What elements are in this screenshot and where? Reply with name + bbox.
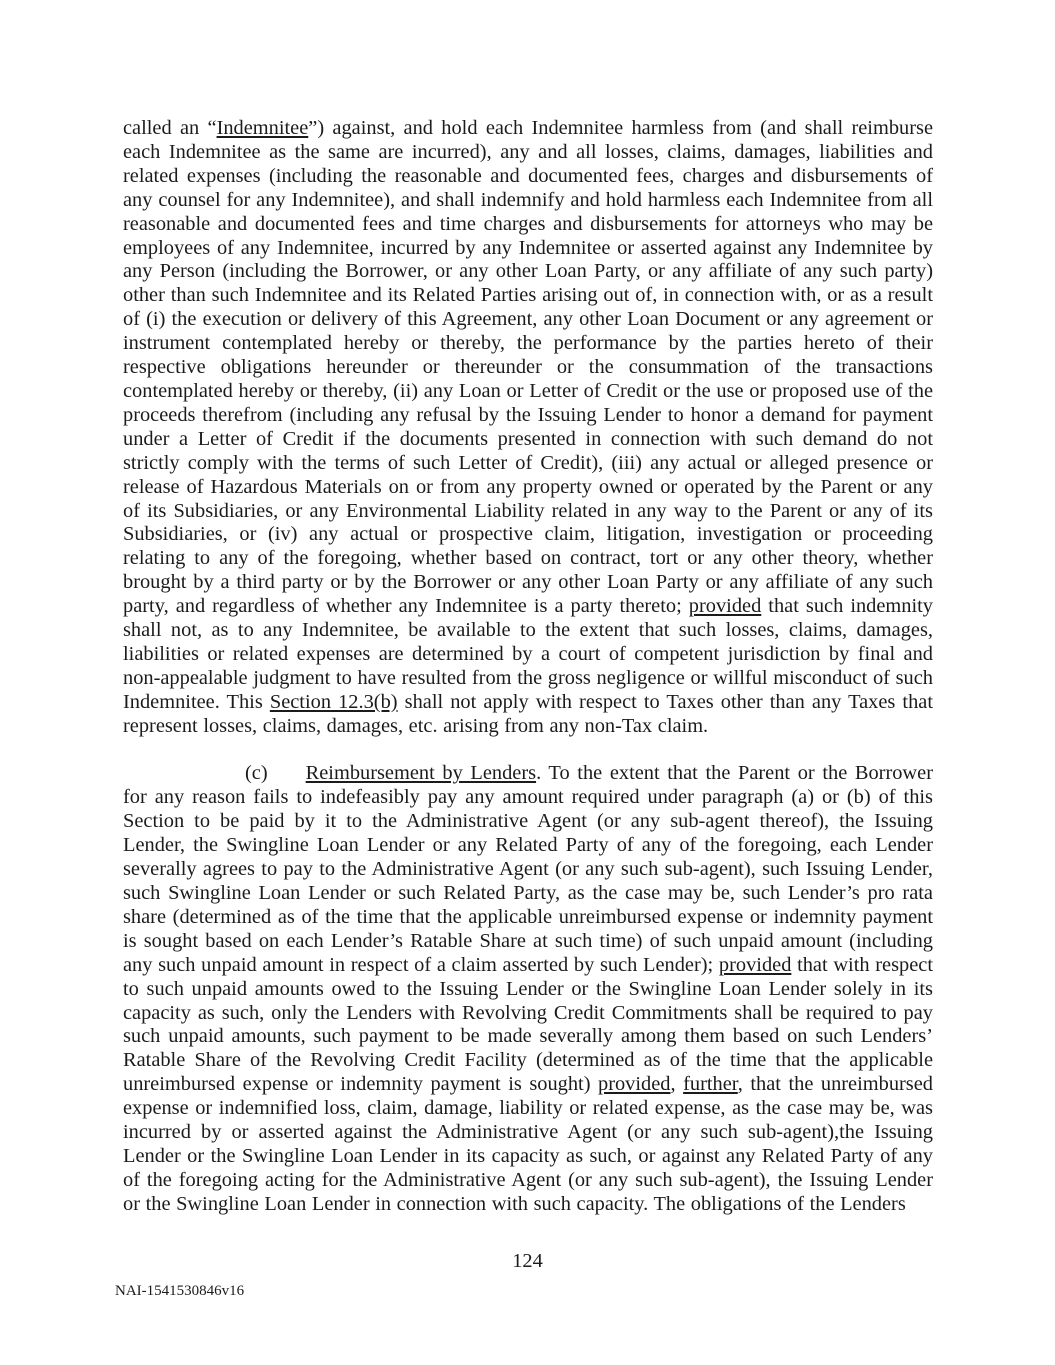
proviso-further-term: further [683,1073,738,1096]
clause-label: (c) [245,762,268,785]
text-run: . To the extent that the Parent or the Borrower for any reason fails to indefeasibly pay any amount required under paragraph (a) or (b) of this Section to be paid by it to the Administrative Agent (or any sub-agent thereof), the Issuing Lender, the Swingline Loan Lender or any Related Party of any of the foregoing, each Lender severally agrees to pay to the Administrative Agent (or any such sub-agent), such Issuing Lender, such Swingline Loan Lender or such Related Party, as the case may be, such Lender’s pro rata share (determined as of the time that the applicable unreimbursed expense or indemnity payment is sought based on each Lender’s Ratable Share at such time) of such unpaid amount (including any such unpaid amount in respect of a claim asserted by such Lender); [123,762,934,976]
text-run: ”) against, and hold each Indemnitee harmless from (and shall reimburse each Indemnitee as the same are incurred), any and all losses, claims, damages, liabilities and related expenses (including the reasonable and documented fees, charges and disbursements of any counsel for any Indemnitee), and shall indemnify and hold harmless each Indemnitee from all reasonable and documented fees and time charges and disbursements for attorneys who may be employees of any Indemnitee, incurred by any Indemnitee or asserted against any Indemnitee by any Person (including the Borrower, or any other Loan Party, or any affiliate of any such party) other than such Indemnitee and its Related Parties arising out of, in connection with, or as a result of (i) the execution or delivery of this Agreement, any other Loan Document or any agreement or instrument contemplated hereby or thereby, the performance by the parties hereto of their respective obligations hereunder or thereunder or the consummation of the transactions contemplated hereby or thereby, (ii) any Loan or Letter of Credit or the use or proposed use of the proceeds therefrom (including any refusal by the Issuing Lender to honor a demand for payment under a Letter of Credit if the documents presented in connection with such demand do not strictly comply with the terms of such Letter of Credit), (iii) any actual or alleged presence or release of Hazardous Materials on or from any property owned or operated by the Parent or any of its Subsidiaries, or any Environmental Liability related in any way to the Parent or any of its Subsidiaries, or (iv) any actual or prospective claim, litigation, investigation or proceeding relating to any of the foregoing, whether based on contract, tort or any other theory, whether brought by a third party or by the Borrower or any other Loan Party or any affiliate of any such party, and regardless of whether any Indemnitee is a party thereto; [123,117,934,618]
text-run: , [670,1073,684,1096]
proviso-term: provided [718,953,792,976]
document-body [123,117,933,1217]
proviso-term: provided [688,595,762,618]
clause-heading: Reimbursement by Lenders [305,762,537,785]
paragraph-indemnification [123,117,933,739]
text-run: that with respect to such unpaid amounts owed to the Issuing Lender or the Swingline Loan Lender solely in its capacity as such, only the Lenders with Revolving Credit Commitments shall be required to pay such unpaid amounts, such payment to be made severally among them based on such Lenders’ Ratable Share of the Revolving Credit Facility (determined as of the time that the applicable unreimbursed expense or indemnity payment is sought) [123,953,933,1096]
text-run: that such indemnity shall not, as to any Indemnitee, be available to the extent that such losses, claims, damages, liabilities or related expenses are determined by a court of competent jurisdiction by final and non-appealable judgment to have resulted from the gross negligence or willful misconduct of such Indemnitee. This [123,595,934,713]
document-id-footer: NAI-1541530846v16 [115,1283,245,1299]
paragraph-reimbursement-by-lenders [123,762,933,1216]
defined-term-indemnitee: Indemnitee [216,117,309,139]
text-run: called an “ [123,117,217,139]
text-run: , that the unreimbursed expense or indemnified loss, claim, damage, liability or related expense, as the case may be, was incurred by or asserted against the Administrative Agent (or any such sub-agent),the Issuing Lender or the Swingline Loan Lender in its capacity as such, or against any Related Party of any of the foregoing acting for the Administrative Agent (or any such sub-agent), the Issuing Lender or the Swingline Loan Lender in connection with such capacity. The obligations of the Lenders [123,1073,933,1215]
text-run: shall not apply with respect to Taxes other than any Taxes that represent losses, claims, damages, etc. arising from any non-Tax claim. [123,690,933,737]
page-number: 124 [512,1250,543,1272]
section-reference: Section 12.3(b) [269,690,398,713]
proviso-term: provided [598,1073,671,1096]
